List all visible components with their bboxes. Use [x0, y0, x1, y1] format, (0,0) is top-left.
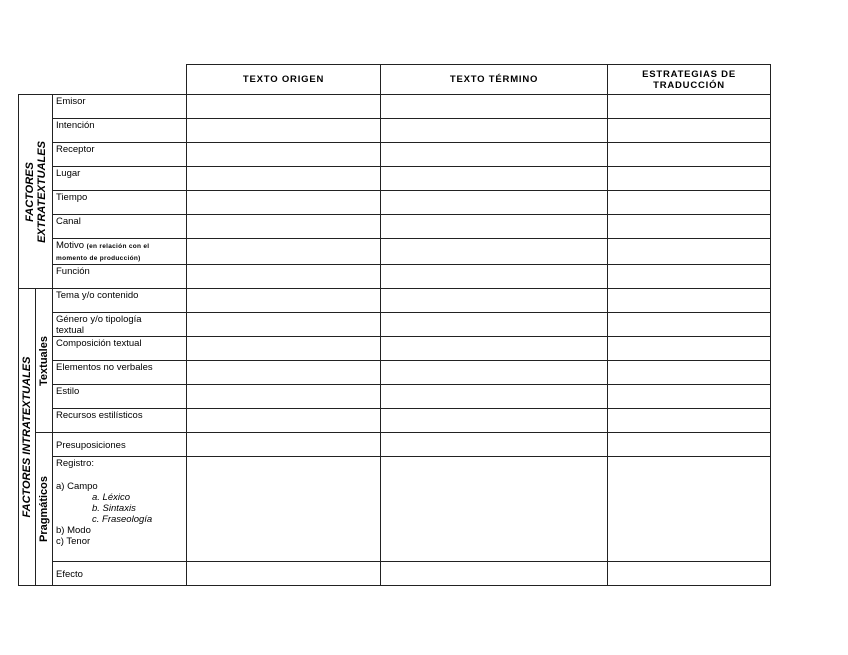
cell-termino[interactable]	[381, 409, 608, 433]
row-label-genero	[53, 313, 187, 337]
translation-analysis-table	[18, 64, 771, 586]
cell-termino[interactable]	[381, 239, 608, 265]
cell-estrategias[interactable]	[608, 361, 771, 385]
header-texto-origen: TEXTO ORIGEN	[187, 65, 381, 95]
row-label-composicion: Composición textual	[53, 337, 187, 361]
cell-termino[interactable]	[381, 433, 608, 457]
cell-termino[interactable]	[381, 143, 608, 167]
cell-origen[interactable]	[187, 119, 381, 143]
cell-estrategias[interactable]	[608, 313, 771, 337]
row-label-emisor: Emisor	[53, 95, 187, 119]
row-label-receptor: Receptor	[53, 143, 187, 167]
blank-corner	[19, 65, 187, 95]
group-extra-line2: EXTRATEXTUALES	[35, 140, 48, 243]
registro-sintaxis: b. Sintaxis	[92, 503, 136, 514]
row-label-motivo	[53, 239, 187, 265]
cell-estrategias[interactable]	[608, 409, 771, 433]
registro-campo: a) Campo	[56, 481, 98, 492]
cell-termino[interactable]	[381, 313, 608, 337]
cell-termino[interactable]	[381, 385, 608, 409]
cell-estrategias[interactable]	[608, 191, 771, 215]
group-pragmaticos-label: Pragmáticos	[38, 475, 50, 543]
cell-termino[interactable]	[381, 457, 608, 562]
group-pragmaticos	[36, 433, 53, 586]
row-label-canal: Canal	[53, 215, 187, 239]
cell-origen[interactable]	[187, 239, 381, 265]
cell-estrategias[interactable]	[608, 95, 771, 119]
cell-origen[interactable]	[187, 457, 381, 562]
cell-termino[interactable]	[381, 95, 608, 119]
genero-line2: textual	[56, 325, 84, 336]
header-estrategias-line2: TRADUCCIÓN	[653, 79, 725, 91]
cell-origen[interactable]	[187, 191, 381, 215]
cell-estrategias[interactable]	[608, 119, 771, 143]
registro-fraseologia: c. Fraseología	[92, 514, 153, 525]
row-label-estilo: Estilo	[53, 385, 187, 409]
cell-estrategias[interactable]	[608, 215, 771, 239]
group-extra-line1: FACTORES	[23, 161, 36, 222]
row-label-tema: Tema y/o contenido	[53, 289, 187, 313]
registro-tenor: c) Tenor	[56, 536, 91, 547]
registro-modo: b) Modo	[56, 525, 91, 536]
cell-origen[interactable]	[187, 167, 381, 191]
header-estrategias	[608, 65, 771, 95]
cell-estrategias[interactable]	[608, 143, 771, 167]
cell-estrategias[interactable]	[608, 457, 771, 562]
header-estrategias-line1: ESTRATEGIAS DE	[642, 68, 736, 80]
cell-termino[interactable]	[381, 119, 608, 143]
cell-origen[interactable]	[187, 313, 381, 337]
row-label-tiempo: Tiempo	[53, 191, 187, 215]
motivo-note-1: (en relación con el	[86, 243, 150, 250]
group-textuales-label: Textuales	[38, 335, 50, 386]
cell-origen[interactable]	[187, 433, 381, 457]
motivo-note-2: momento de producción)	[56, 255, 141, 262]
cell-termino[interactable]	[381, 215, 608, 239]
row-label-recursos: Recursos estilísticos	[53, 409, 187, 433]
cell-estrategias[interactable]	[608, 433, 771, 457]
cell-origen[interactable]	[187, 265, 381, 289]
cell-estrategias[interactable]	[608, 239, 771, 265]
cell-origen[interactable]	[187, 385, 381, 409]
cell-estrategias[interactable]	[608, 562, 771, 586]
cell-origen[interactable]	[187, 562, 381, 586]
motivo-text: Motivo	[56, 240, 84, 251]
cell-termino[interactable]	[381, 191, 608, 215]
genero-line1: Género y/o tipología	[56, 314, 142, 325]
cell-origen[interactable]	[187, 215, 381, 239]
registro-title: Registro:	[56, 458, 95, 469]
registro-lexico: a. Léxico	[92, 492, 131, 503]
row-label-lugar: Lugar	[53, 167, 187, 191]
row-label-elementos: Elementos no verbales	[53, 361, 187, 385]
cell-estrategias[interactable]	[608, 337, 771, 361]
group-textuales	[36, 289, 53, 433]
row-label-presuposiciones: Presuposiciones	[53, 433, 187, 457]
cell-estrategias[interactable]	[608, 167, 771, 191]
cell-estrategias[interactable]	[608, 265, 771, 289]
cell-termino[interactable]	[381, 167, 608, 191]
cell-termino[interactable]	[381, 562, 608, 586]
row-label-efecto: Efecto	[53, 562, 187, 586]
cell-origen[interactable]	[187, 337, 381, 361]
cell-estrategias[interactable]	[608, 385, 771, 409]
cell-origen[interactable]	[187, 289, 381, 313]
row-label-intencion: Intención	[53, 119, 187, 143]
cell-termino[interactable]	[381, 337, 608, 361]
cell-termino[interactable]	[381, 289, 608, 313]
row-label-registro	[53, 457, 187, 562]
group-intratextuales	[19, 289, 36, 586]
group-intra-label: FACTORES INTRATEXTUALES	[21, 356, 33, 518]
cell-origen[interactable]	[187, 143, 381, 167]
cell-origen[interactable]	[187, 361, 381, 385]
group-extratextuales	[19, 95, 53, 289]
cell-origen[interactable]	[187, 409, 381, 433]
header-texto-termino: TEXTO TÉRMINO	[381, 65, 608, 95]
cell-termino[interactable]	[381, 265, 608, 289]
cell-estrategias[interactable]	[608, 289, 771, 313]
row-label-funcion: Función	[53, 265, 187, 289]
cell-termino[interactable]	[381, 361, 608, 385]
cell-origen[interactable]	[187, 95, 381, 119]
